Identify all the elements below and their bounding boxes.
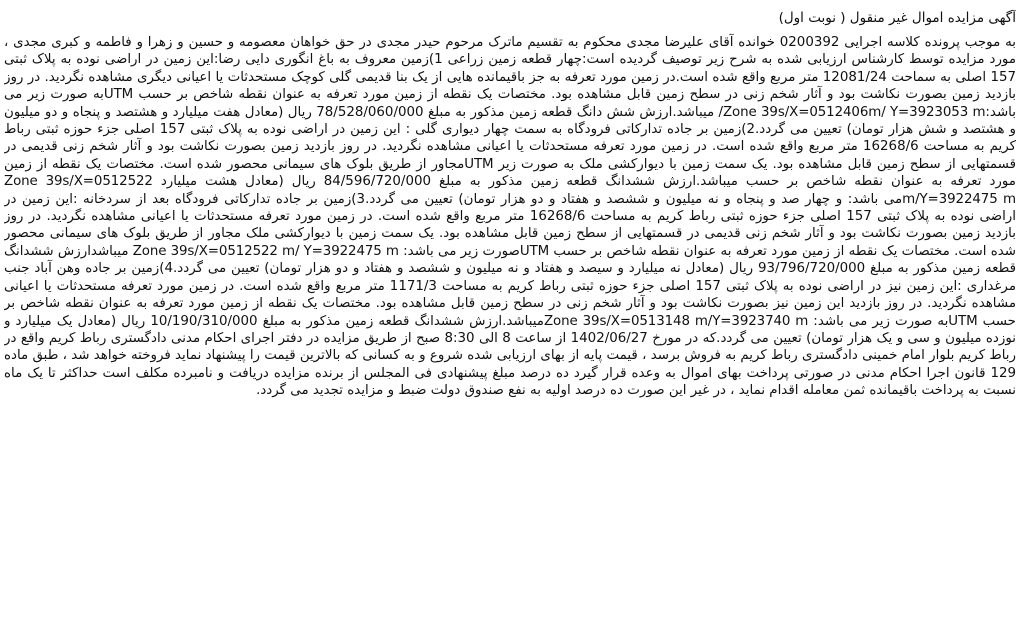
notice-title: آگهی مزایده اموال غیر منقول ( نوبت اول)	[778, 10, 1016, 26]
auction-notice	[4, 0, 1016, 630]
notice-body: به موجب پرونده کلاسه اجرایی 0200392 خوانده آقای علیرضا مجدی محکوم به تقسیم ماترک مرحوم حیدر مجدی در حق خواهان معصومه و حسین و زهرا و فاطمه و کبری مجدی ، مورد مزایده توسط کارشناس ارزیابی شده به شرح زیر توصیف گردیده است:چهار قطعه زمین زراعی 1)زمین معروف به باغ انگوری دایی رضا:این زمین در اراضی نوده به پلاک ثبتی 157 اصلی به سماحت 12081/24 متر مربع واقع شده است.در زمین مورد تعرفه به جز باقیمانده هایی از یک بنا قدیمی گلی کوچک مستحدثات یا اعیانی دیگری مشاهده نگردید. در روز بازدید زمین بصورت نکاشت بود و آثار شخم زنی در سطح زمین قابل مشاهده بود. مختصات یک نقطه از زمین مورد تعرفه به عنوان نقطه شاخص بر حسب UTMبه صورت زیر می باشد:Zone 39s/X=0512406m/ Y=3923053 m/ میباشد.ارزش شش دانگ قطعه زمین مذکور به مبلغ 78/528/060/000 ریال (معادل هفت میلیارد و هشتصد و پنجاه و دو میلیون و هشتصد و شش هزار تومان) تعیین می گردد.2)زمین بر جاده تدارکاتی فرودگاه به سمت چهار دیواری گلی : این زمین در اراضی نوده به پلاک ثبتی 157 اصلی جزء حوزه ثبتی رباط کریم به مساحت 16268/6 متر مربع واقع شده است. در زمین مورد تعرفه مستحدثات یا اعیانی مشاهده نگردید. در روز بازدید زمین بصورت نکاشت بود و آثار شخم زنی قدیمی در قسمتهایی از سطح زمین قابل مشاهده بود. یک سمت زمین با دیوارکشی ملک به صورت زیر UTMمجاور از طریق بلوک های سیمانی محصور شده است. مختصات یک نقطه از زمین مورد تعرفه به عنوان نقطه شاخص بر حسب میباشد.ارزش ششدانگ قطعه زمین مذکور به مبلغ 84/596/720/000 ریال (معادل هشت میلیارد Zone 39s/X=0512522 m/Y=3922475 mمی باشد: و چهار صد و پنجاه و نه میلیون و ششصد و هفتاد و دو هزار تومان) تعیین می گردد.3)زمین بر جاده تدارکاتی فرودگاه بعد از سردخانه :این زمین در اراضی نوده به پلاک ثبتی 157 اصلی جزء حوزه ثبتی رباط کریم به مساحت 16268/6 متر مربع واقع شده است. در زمین مورد تعرفه مستحدثات یا اعیانی مشاهده نگردید. در روز بازدید زمین بصورت نکاشت بود و آثار شخم زنی قدیمی در قسمتهایی از سطح زمین قابل مشاهده بود. یک سمت زمین با دیوارکشی ملک مجاور از طریق بلوک های سیمانی محصور شده است. مختصات یک نقطه از زمین مورد تعرفه به عنوان نقطه شاخص بر حسب UTMصورت زیر می باشد: Zone 39s/X=0512522 m/ Y=3922475 m میباشدارزش ششدانگ قطعه زمین مذکور به مبلغ 93/796/720/000 ریال (معادل نه میلیارد و سیصد و هفتاد و نه میلیون و ششصد و هفتاد و دو هزار تومان) تعیین می گردد.4)زمین بر جاده وهن آباد جنب مرغداری :این زمین نیز در اراضی نوده به پلاک ثبتی 157 اصلی جزء حوزه ثبتی رباط کریم به مساحت 1171/3 متر مربع واقع شده است. در زمین مورد تعرفه مستحدثات یا اعیانی مشاهده نگردید. در روز بازدید این زمین نیز بصورت نکاشت بود و آثار شخم زنی در سطح زمین قابل مشاهده بود. مختصات یک نقطه از زمین مورد تعرفه به عنوان نقطه شاخص بر حسب UTMبه صورت زیر می باشد: Zone 39s/X=0513148 m/Y=3923740 mمیباشد.ارزش ششدانگ قطعه زمین مذکور به مبلغ 10/190/310/000 ریال (معادل یک میلیارد و نوزده میلیون و سی و یک هزار تومان) تعیین می گردد.که در مورخ 1402/06/27 از ساعت 8 الی 8:30 صبح از طریق مزایده در دفتر اجرای احکام مدنی دادگستری رباط کریم واقع در رباط کریم بلوار امام خمینی دادگستری رباط کریم به فروش برسد ، قیمت پایه از بهای ارزیابی شده شروع و به کسانی که بالاترین قیمت را پیشنهاد نماید فروخته خواهد شد ، طبق ماده 129 قانون اجرا احکام مدنی در صورتی پرداخت بهای اموال به وعده قرار گیرد ده درصد مبلغ پیشنهادی فی المجلس از برنده مزایده دریافت و نامبرده مکلف است حداکثر تا یک ماه نسبت به پرداخت باقیمانده ثمن معامله اقدام نماید ، در غیر این صورت ده درصد اولیه به نفع صندوق دولت ضبط و مزایده تجدید می گردد.	[4, 35, 1016, 399]
